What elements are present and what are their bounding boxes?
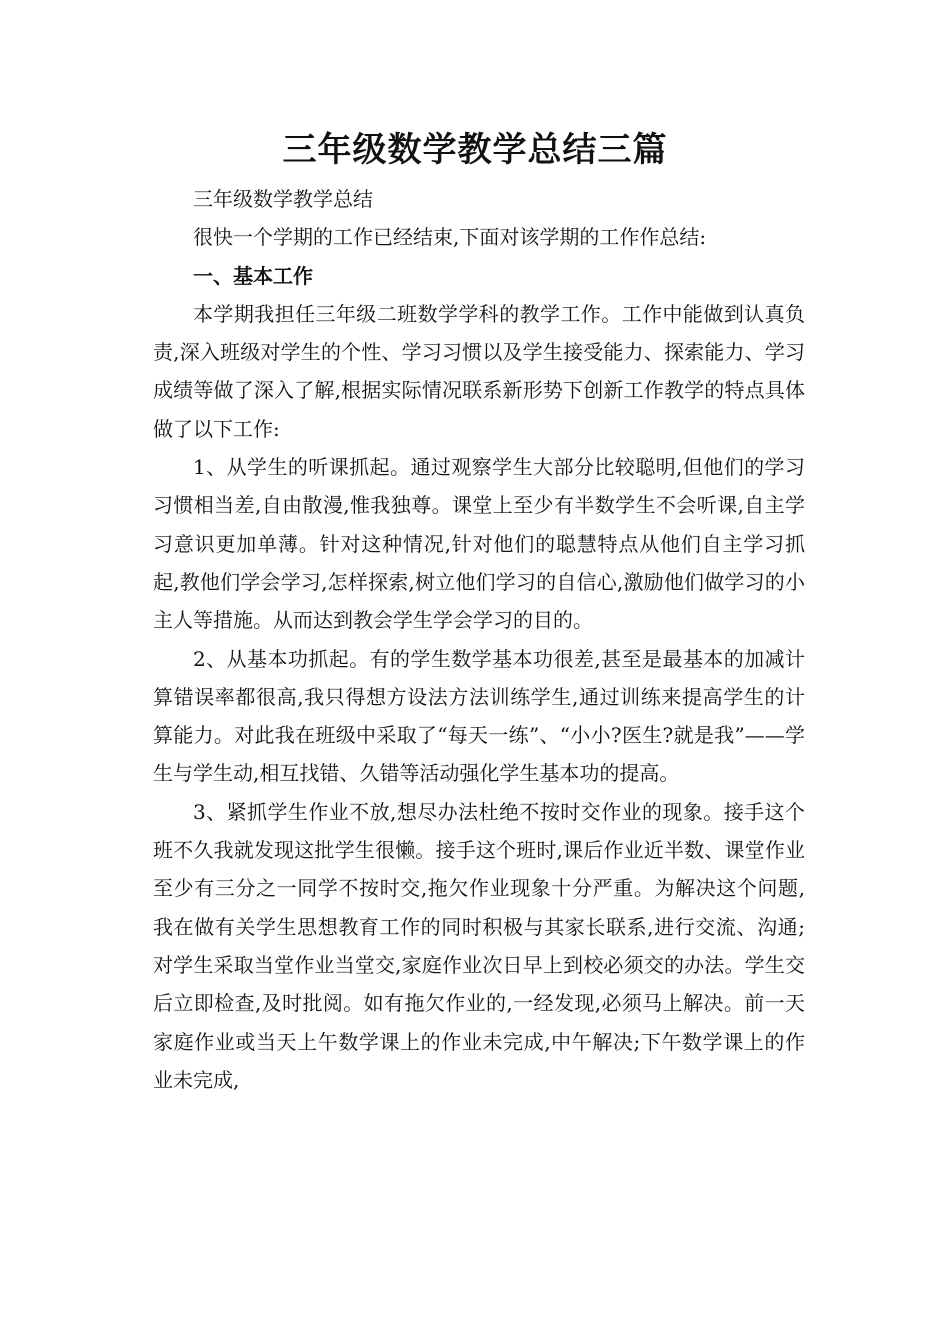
intro-paragraph: 很快一个学期的工作已经结束,下面对该学期的工作作总结: <box>193 225 707 250</box>
subtitle-paragraph: 三年级数学教学总结 <box>193 187 373 211</box>
body-paragraph: 1、从学生的听课抓起。通过观察学生大部分比较聪明,但他们的学习习惯相当差,自由散漫,惟我独尊。课堂上至少有半数学生不会听课,自主学习意识更加单薄。针对这种情况,针对他们的聪慧特点从他们自主学习抓起,教他们学会学习,怎样探索,树立他们学习的自信心,激励他们做学习的小主人等措施。从而达到教会学生学会学习的目的。 <box>153 455 805 633</box>
body-paragraph: 2、从基本功抓起。有的学生数学基本功很差,甚至是最基本的加减计算错误率都很高,我只得想方设法方法训练学生,通过训练来提高学生的计算能力。对此我在班级中采取了“每天一练”、“小小?医生?就是我”——学生与学生动,相互找错、久错等活动强化学生基本功的提高。 <box>153 646 805 786</box>
section-heading: 一、基本工作 <box>193 263 313 288</box>
document-body <box>153 180 805 1099</box>
document-title: 三年级数学教学总结三篇 <box>282 130 668 170</box>
body-paragraph: 3、紧抓学生作业不放,想尽办法杜绝不按时交作业的现象。接手这个班不久我就发现这批学生很懒。接手这个班时,课后作业近半数、课堂作业至少有三分之一同学不按时交,拖欠作业现象十分严重。为解决这个问题,我在做有关学生思想教育工作的同时积极与其家长联系,进行交流、沟通;对学生采取当堂作业当堂交,家庭作业次日早上到校必须交的办法。学生交后立即检查,及时批阅。如有拖欠作业的,一经发现,必须马上解决。前一天家庭作业或当天上午数学课上的作业未完成,中午解决;下午数学课上的作业未完成, <box>153 799 805 1092</box>
body-paragraph: 本学期我担任三年级二班数学学科的教学工作。工作中能做到认真负责,深入班级对学生的个性、学习习惯以及学生接受能力、探索能力、学习成绩等做了深入了解,根据实际情况联系新形势下创新工作教学的特点具体做了以下工作: <box>153 301 805 441</box>
